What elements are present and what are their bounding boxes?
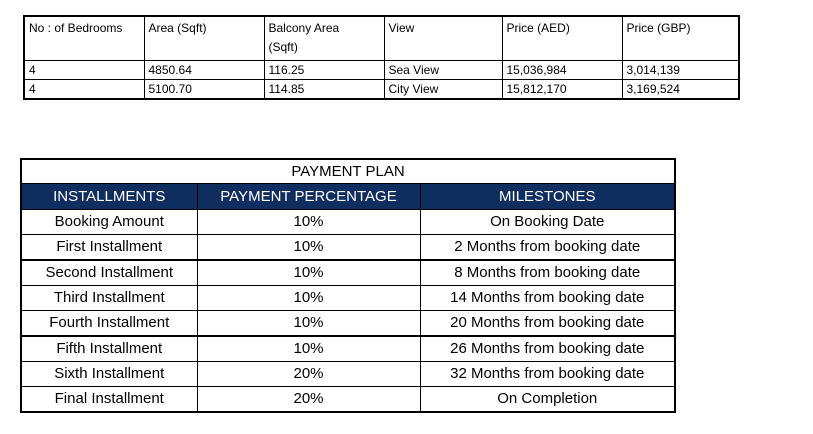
cell-milestone: 26 Months from booking date — [420, 336, 675, 362]
cell-installment: Sixth Installment — [21, 362, 197, 387]
cell-installment: Fourth Installment — [21, 311, 197, 337]
header-price-aed: Price (AED) — [502, 16, 622, 61]
table-row — [21, 336, 675, 362]
payment-plan-title: PAYMENT PLAN — [21, 159, 675, 184]
table-row — [21, 362, 675, 387]
cell-view: City View — [384, 80, 502, 100]
cell-percentage: 20% — [197, 362, 420, 387]
cell-price-aed: 15,036,984 — [502, 61, 622, 80]
cell-milestone: 14 Months from booking date — [420, 286, 675, 311]
units-header-row — [24, 16, 739, 61]
table-row — [21, 286, 675, 311]
table-row — [21, 311, 675, 337]
header-balcony-area — [264, 16, 384, 61]
cell-price-gbp: 3,169,524 — [622, 80, 739, 100]
cell-percentage: 10% — [197, 336, 420, 362]
cell-installment: Third Installment — [21, 286, 197, 311]
cell-installment: Fifth Installment — [21, 336, 197, 362]
cell-bedrooms: 4 — [24, 80, 144, 100]
header-area: Area (Sqft) — [144, 16, 264, 61]
table-row — [21, 210, 675, 235]
table-row — [21, 235, 675, 261]
cell-milestone: On Booking Date — [420, 210, 675, 235]
cell-installment: Booking Amount — [21, 210, 197, 235]
cell-balcony: 114.85 — [264, 80, 384, 100]
header-installments: INSTALLMENTS — [21, 184, 197, 210]
header-balcony-line1: Balcony Area — [268, 21, 340, 35]
cell-price-gbp: 3,014,139 — [622, 61, 739, 80]
cell-percentage: 10% — [197, 286, 420, 311]
cell-milestone: 2 Months from booking date — [420, 235, 675, 261]
cell-installment: Final Installment — [21, 387, 197, 413]
cell-view: Sea View — [384, 61, 502, 80]
cell-installment: Second Installment — [21, 260, 197, 286]
header-milestones: MILESTONES — [420, 184, 675, 210]
table-row — [24, 61, 739, 80]
cell-percentage: 10% — [197, 260, 420, 286]
cell-price-aed: 15,812,170 — [502, 80, 622, 100]
cell-percentage: 10% — [197, 311, 420, 337]
cell-milestone: 8 Months from booking date — [420, 260, 675, 286]
payment-plan-table — [20, 158, 676, 413]
header-bedrooms: No : of Bedrooms — [24, 16, 144, 61]
cell-milestone: On Completion — [420, 387, 675, 413]
cell-balcony: 116.25 — [264, 61, 384, 80]
cell-milestone: 20 Months from booking date — [420, 311, 675, 337]
payment-plan-header-row — [21, 184, 675, 210]
header-balcony-line2: (Sqft) — [268, 40, 298, 54]
header-payment-percentage: PAYMENT PERCENTAGE — [197, 184, 420, 210]
cell-percentage: 10% — [197, 210, 420, 235]
units-table — [23, 15, 740, 100]
header-view: View — [384, 16, 502, 61]
cell-milestone: 32 Months from booking date — [420, 362, 675, 387]
table-row — [21, 387, 675, 413]
header-price-gbp: Price (GBP) — [622, 16, 739, 61]
table-row — [21, 260, 675, 286]
cell-area: 5100.70 — [144, 80, 264, 100]
cell-bedrooms: 4 — [24, 61, 144, 80]
cell-installment: First Installment — [21, 235, 197, 261]
table-row — [24, 80, 739, 100]
cell-area: 4850.64 — [144, 61, 264, 80]
cell-percentage: 20% — [197, 387, 420, 413]
cell-percentage: 10% — [197, 235, 420, 261]
payment-plan-title-row — [21, 159, 675, 184]
